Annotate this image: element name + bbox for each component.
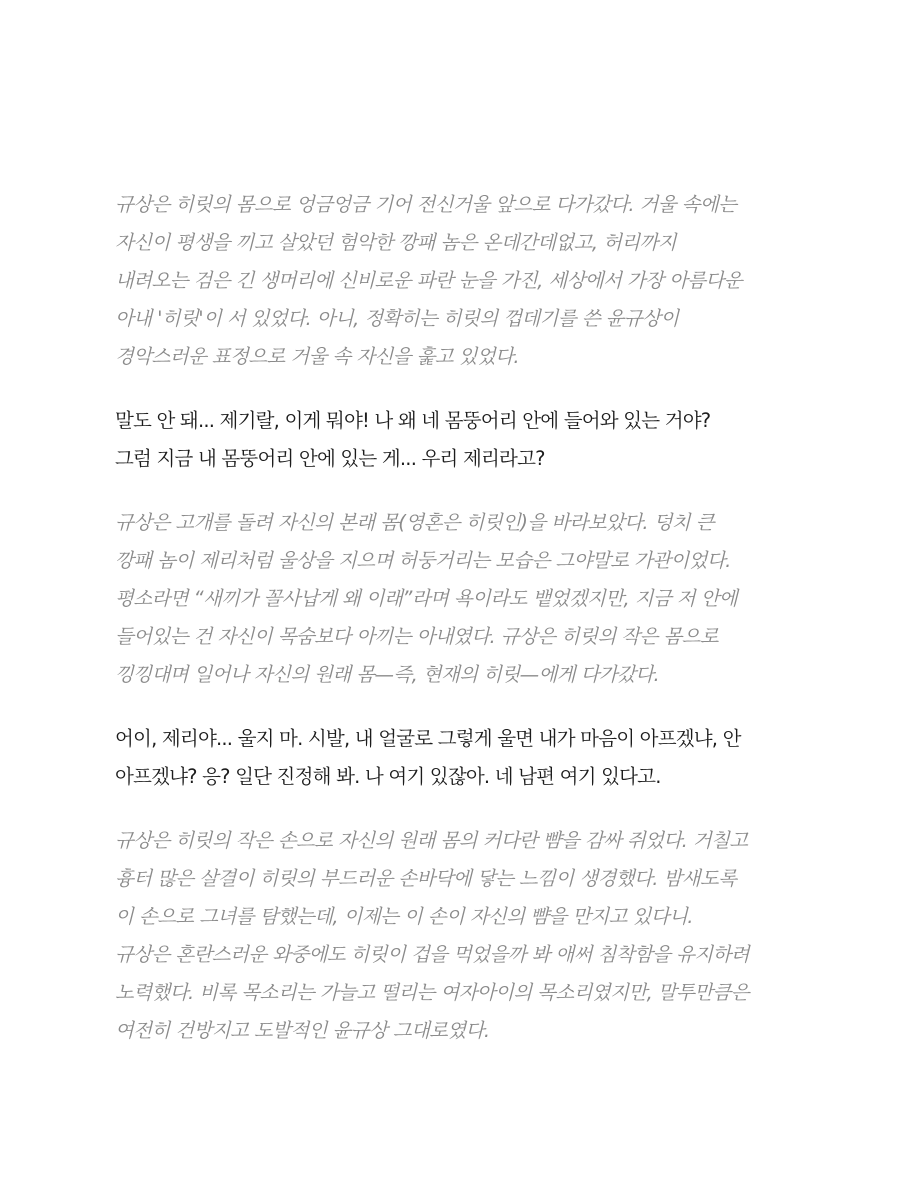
text-line: 규상은 고개를 돌려 자신의 본래 몸(영혼은 히릿인)을 바라보았다. 덩치 큰 <box>115 511 714 534</box>
text-line: 들어있는 건 자신이 목숨보다 아끼는 아내였다. 규상은 히릿의 작은 몸으로 <box>115 625 719 648</box>
text-line: 깡패 놈이 제리처럼 울상을 지으며 허둥거리는 모습은 그야말로 가관이었다. <box>115 549 731 572</box>
text-line: 경악스러운 표정으로 거울 속 자신을 훑고 있었다. <box>115 345 519 368</box>
text-line: 흉터 많은 살결이 히릿의 부드러운 손바닥에 닿는 느낌이 생경했다. 밤새도록 <box>115 867 737 890</box>
narration-paragraph-3 <box>115 822 804 1050</box>
text-line: 이 손으로 그녀를 탐했는데, 이제는 이 손이 자신의 뺨을 만지고 있다니. <box>115 905 693 928</box>
text-line: 규상은 히릿의 몸으로 엉금엉금 기어 전신거울 앞으로 다가갔다. 거울 속에는 <box>115 193 737 216</box>
narration-paragraph-2 <box>115 504 804 694</box>
text-line: 노력했다. 비록 목소리는 가늘고 떨리는 여자아이의 목소리였지만, 말투만큼은 <box>115 981 749 1004</box>
text-line: 어이, 제리야... 울지 마. 시발, 내 얼굴로 그렇게 울면 내가 마음이 아프겠냐, 안 <box>115 727 741 750</box>
text-line: 낑낑대며 일어나 자신의 원래 몸—즉, 현재의 히릿—에게 다가갔다. <box>115 663 660 686</box>
text-line: 아프겠냐? 응? 일단 진정해 봐. 나 여기 있잖아. 네 남편 여기 있다고. <box>115 765 661 788</box>
text-line: 내려오는 검은 긴 생머리에 신비로운 파란 눈을 가진, 세상에서 가장 아름다운 <box>115 269 742 292</box>
dialogue-paragraph-2 <box>115 720 804 796</box>
text-line: 아내 '히릿'이 서 있었다. 아니, 정확히는 히릿의 껍데기를 쓴 윤규상이 <box>115 307 679 330</box>
narration-paragraph-1 <box>115 186 804 376</box>
text-line: 규상은 혼란스러운 와중에도 히릿이 겁을 먹었을까 봐 애써 침착함을 유지하려 <box>115 943 749 966</box>
text-line: 여전히 건방지고 도발적인 윤규상 그대로였다. <box>115 1019 490 1042</box>
text-line: 말도 안 돼... 제기랄, 이게 뭐야! 나 왜 네 몸뚱어리 안에 들어와 있는 거야? <box>115 409 711 432</box>
text-line: 자신이 평생을 끼고 살았던 험악한 깡패 놈은 온데간데없고, 허리까지 <box>115 231 677 254</box>
text-line: 규상은 히릿의 작은 손으로 자신의 원래 몸의 커다란 뺨을 감싸 쥐었다. 거칠고 <box>115 829 748 852</box>
text-line: 평소라면 “새끼가 꼴사납게 왜 이래”라며 욕이라도 뱉었겠지만, 지금 저 안에 <box>115 587 738 610</box>
text-line: 그럼 지금 내 몸뚱어리 안에 있는 게... 우리 제리라고? <box>115 447 545 470</box>
dialogue-paragraph-1 <box>115 402 804 478</box>
